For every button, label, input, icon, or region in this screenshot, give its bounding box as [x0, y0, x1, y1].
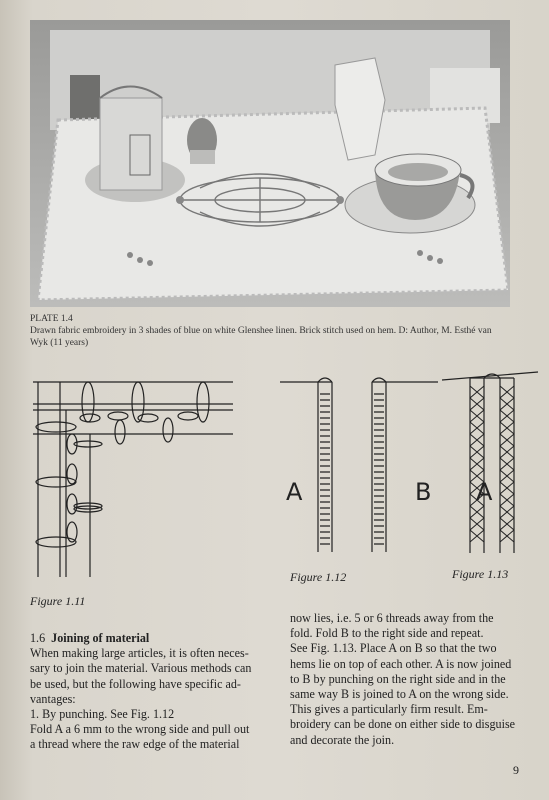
text-line: now lies, i.e. 5 or 6 threads away from the	[290, 611, 494, 625]
text-line: See Fig. 1.13. Place A on B so that the two	[290, 641, 497, 656]
text-line: sary to join the material. Various methods can	[30, 661, 252, 676]
figure-1-13-letter-a: A	[476, 478, 493, 506]
embroidered-cloth-photo	[30, 20, 510, 307]
text-line: same way B is joined to A on the wrong side.	[290, 687, 509, 702]
text-line: be used, but the following have specific ad-	[30, 676, 241, 691]
text-line: a thread where the raw edge of the material	[30, 737, 240, 752]
right-text-column	[290, 611, 520, 748]
figure-1-12-letter-a: A	[286, 478, 303, 506]
figure-1-12-diagram	[278, 372, 438, 562]
plate-photo	[30, 20, 510, 307]
plate-label: PLATE 1.4	[30, 314, 73, 324]
section-title: Joining of material	[51, 631, 150, 645]
section-number: 1.6	[30, 631, 46, 645]
figure-1-11-label: Figure 1.11	[30, 594, 86, 608]
section-heading	[30, 631, 265, 646]
text-line: When making large articles, it is often neces-	[30, 646, 249, 661]
figure-1-13-diagram	[440, 368, 540, 563]
text-line: fold. Fold B to the right side and repeat.	[290, 626, 484, 641]
text-line: broidery can be done on either side to disguise	[290, 717, 516, 732]
text-line: to B by punching on the right side and in the	[290, 671, 506, 686]
text-line: 1. By punching. See Fig. 1.12	[30, 707, 175, 722]
left-text-column	[30, 631, 265, 753]
plate-caption-line-2: Wyk (11 years)	[30, 338, 89, 348]
figure-1-12-label: Figure 1.12	[290, 570, 347, 584]
figure-1-13-label: Figure 1.13	[452, 567, 509, 581]
figure-1-12-letter-b: B	[415, 478, 432, 506]
text-line: Fold A a 6 mm to the wrong side and pull out	[30, 722, 250, 737]
text-line: and decorate the join.	[290, 732, 395, 747]
figure-1-11-diagram	[28, 372, 243, 592]
plate-caption-line-1: Drawn fabric embroidery in 3 shades of blue on white Glenshee linen. Brick stitch used on hem. D: Author, M. Esthé van	[30, 326, 492, 336]
text-line: This gives a particularly firm result. Em-	[290, 702, 488, 717]
page-number: 9	[513, 763, 519, 777]
text-line: vantages:	[30, 691, 76, 706]
text-line: hems lie on top of each other. A is now joined	[290, 656, 512, 671]
